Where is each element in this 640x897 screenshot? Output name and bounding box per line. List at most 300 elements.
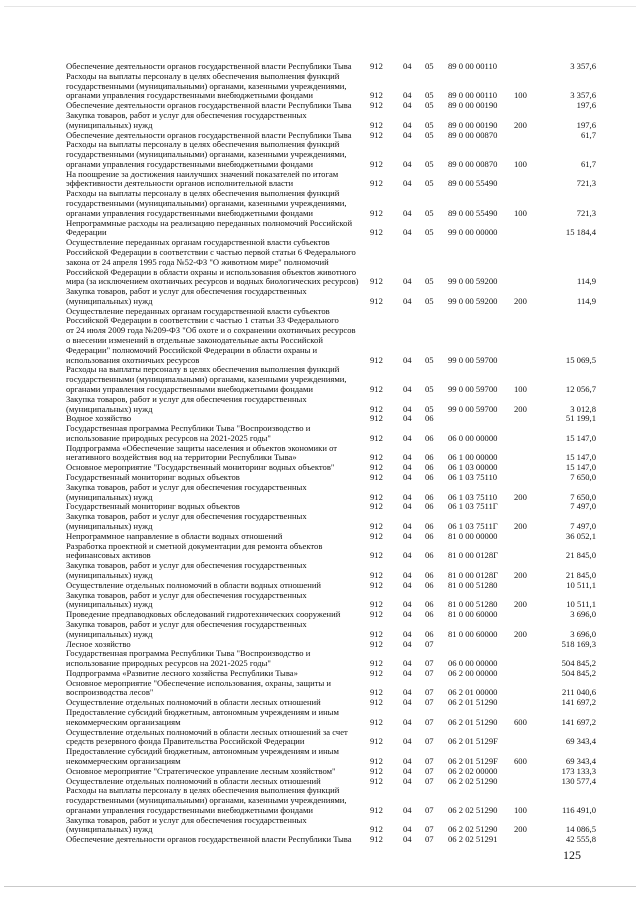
row-name-line: государственными (муниципальными) органами, казенными учреждениями, xyxy=(66,150,347,160)
target-article-code: 89 0 00 55490 xyxy=(448,207,498,218)
target-article-code: 81 0 00 51280 xyxy=(448,599,498,610)
section-code: 04 xyxy=(403,609,412,620)
row-name xyxy=(66,414,360,424)
row-name-line: Обеспечение деятельности органов государственной власти Республики Тыва xyxy=(66,62,352,71)
target-article-code: 06 2 02 51291 xyxy=(448,834,498,845)
expense-type-code: 100 xyxy=(514,804,527,815)
section-code: 04 xyxy=(403,452,412,463)
amount: 173 133,3 xyxy=(561,765,596,776)
ministry-code: 912 xyxy=(370,579,383,590)
row-name xyxy=(66,365,360,394)
row-name-line: Подпрограмма «Обеспечение защиты населения и объектов экономики от xyxy=(66,443,338,453)
section-code: 04 xyxy=(403,658,412,669)
row-name-line: Расходы на выплаты персоналу в целях обеспечения выполнения функций xyxy=(66,71,340,81)
row-name-line: некоммерческим организациям xyxy=(66,756,181,766)
target-article-code: 06 1 03 00000 xyxy=(448,462,498,473)
ministry-code: 912 xyxy=(370,667,383,678)
section-code: 04 xyxy=(403,491,412,502)
top-edge-line xyxy=(4,6,636,7)
row-name xyxy=(66,561,360,581)
subsection-code: 06 xyxy=(425,628,434,639)
target-article-code: 81 0 00 60000 xyxy=(448,628,498,639)
amount: 51 199,1 xyxy=(565,413,596,424)
row-name-line: Федерации" полномочий Российской Федерации в области охраны и xyxy=(66,345,318,355)
row-name-line: использование природных ресурсов на 2021-2025 годы" xyxy=(66,659,271,669)
section-code: 04 xyxy=(403,227,412,238)
amount: 518 169,3 xyxy=(561,638,596,649)
row-name-line: Непрограммное направление в области водных отношений xyxy=(66,531,283,541)
ministry-code: 912 xyxy=(370,472,383,483)
ministry-code: 912 xyxy=(370,129,383,140)
section-code: 04 xyxy=(403,100,412,111)
row-name-line: Осуществление переданных органам государственной власти субъектов xyxy=(66,306,330,316)
row-name-line: Российской Федерации в области охраны и использования объектов животного xyxy=(66,267,357,277)
amount: 721,3 xyxy=(576,207,596,218)
ministry-code: 912 xyxy=(370,119,383,130)
target-article-code: 06 2 02 51290 xyxy=(448,804,498,815)
ministry-code: 912 xyxy=(370,295,383,306)
ministry-code: 912 xyxy=(370,462,383,473)
expense-type-code: 200 xyxy=(514,403,527,414)
section-code: 04 xyxy=(403,354,412,365)
row-name-line: органами управления государственными внебюджетными фондами xyxy=(66,159,314,169)
expense-type-code: 200 xyxy=(514,824,527,835)
row-name-line: государственными (муниципальными) органами, казенными учреждениями, xyxy=(66,198,347,208)
subsection-code: 06 xyxy=(425,520,434,531)
amount: 15 069,5 xyxy=(565,354,596,365)
target-article-code: 99 0 00 59200 xyxy=(448,295,498,306)
row-name-line: Государственная программа Республики Тыва "Воспроизводство и xyxy=(66,649,311,659)
subsection-code: 07 xyxy=(425,687,434,698)
ministry-code: 912 xyxy=(370,569,383,580)
amount: 211 040,6 xyxy=(561,687,596,698)
row-name-line: Осуществление переданных органам государственной власти субъектов xyxy=(66,238,330,248)
amount: 114,9 xyxy=(576,276,596,287)
target-article-code: 81 0 00 60000 xyxy=(448,609,498,620)
row-name-line: Предоставление субсидий бюджетным, автономным учреждениям и иным xyxy=(66,708,339,717)
row-name-line: (муниципальных) нужд xyxy=(66,492,153,502)
amount: 12 056,7 xyxy=(565,383,596,394)
section-code: 04 xyxy=(403,687,412,698)
row-name-line: использование природных ресурсов на 2021-2025 годы" xyxy=(66,433,271,443)
target-article-code: 89 0 00 00110 xyxy=(448,90,498,101)
section-code: 04 xyxy=(403,178,412,189)
amount: 42 555,8 xyxy=(565,834,596,845)
amount: 3 357,6 xyxy=(570,90,596,101)
section-code: 04 xyxy=(403,520,412,531)
subsection-code: 06 xyxy=(425,530,434,541)
row-name xyxy=(66,777,360,787)
subsection-code: 05 xyxy=(425,295,434,306)
subsection-code: 05 xyxy=(425,276,434,287)
target-article-code: 06 2 00 00000 xyxy=(448,667,498,678)
section-code: 04 xyxy=(403,824,412,835)
amount: 3 696,0 xyxy=(570,609,596,620)
amount: 7 497,0 xyxy=(570,520,596,531)
row-name xyxy=(66,424,360,444)
section-code: 04 xyxy=(403,638,412,649)
row-name xyxy=(66,72,360,101)
amount: 15 184,4 xyxy=(565,227,596,238)
section-code: 04 xyxy=(403,775,412,786)
target-article-code: 99 0 00 59700 xyxy=(448,354,498,365)
row-name-line: закона от 24 апреля 1995 года №52-ФЗ "О животном мире" полномочий xyxy=(66,257,329,267)
row-name-line: органами управления государственными внебюджетными фондами xyxy=(66,384,314,394)
target-article-code: 99 0 00 00000 xyxy=(448,227,498,238)
section-code: 04 xyxy=(403,383,412,394)
amount: 36 052,1 xyxy=(565,530,596,541)
ministry-code: 912 xyxy=(370,716,383,727)
page-number: 125 xyxy=(563,848,581,862)
subsection-code: 07 xyxy=(425,804,434,815)
subsection-code: 07 xyxy=(425,834,434,845)
row-name-line: (муниципальных) нужд xyxy=(66,521,153,531)
row-name-line: нефинансовых активов xyxy=(66,551,151,561)
row-name-line: негативного воздействия вод на территории Республики Тыва» xyxy=(66,453,297,463)
target-article-code: 99 0 00 59200 xyxy=(448,276,498,287)
row-name-line: Государственный мониторинг водных объектов xyxy=(66,473,240,483)
amount: 10 511,1 xyxy=(566,599,596,610)
row-name xyxy=(66,542,360,562)
expense-type-code: 100 xyxy=(514,383,527,394)
target-article-code: 89 0 00 00190 xyxy=(448,119,498,130)
expense-type-code: 100 xyxy=(514,158,527,169)
row-name-line: Федерации xyxy=(66,228,107,238)
section-code: 04 xyxy=(403,432,412,443)
subsection-code: 06 xyxy=(425,609,434,620)
row-name-line: Непрограммные расходы на реализацию переданных полномочий Российской xyxy=(66,218,353,228)
row-name xyxy=(66,669,360,679)
amount: 3 012,8 xyxy=(570,403,596,414)
target-article-code: 89 0 00 00110 xyxy=(448,61,498,71)
section-code: 04 xyxy=(403,90,412,101)
target-article-code: 89 0 00 00190 xyxy=(448,100,498,111)
row-name xyxy=(66,610,360,620)
row-name xyxy=(66,287,360,307)
subsection-code: 07 xyxy=(425,658,434,669)
amount: 10 511,1 xyxy=(566,579,596,590)
ministry-code: 912 xyxy=(370,452,383,463)
row-name xyxy=(66,649,360,669)
row-name xyxy=(66,786,360,815)
subsection-code: 07 xyxy=(425,765,434,776)
section-code: 04 xyxy=(403,403,412,414)
section-code: 04 xyxy=(403,579,412,590)
amount: 7 650,0 xyxy=(570,491,596,502)
ministry-code: 912 xyxy=(370,432,383,443)
row-name xyxy=(66,502,360,512)
subsection-code: 05 xyxy=(425,403,434,414)
ministry-code: 912 xyxy=(370,276,383,287)
row-name-line: Расходы на выплаты персоналу в целях обеспечения выполнения функций xyxy=(66,365,340,375)
target-article-code: 06 1 03 7511Г xyxy=(448,520,498,531)
section-code: 04 xyxy=(403,129,412,140)
section-code: 04 xyxy=(403,716,412,727)
row-name-line: (муниципальных) нужд xyxy=(66,296,153,306)
row-name-line: Осуществление отдельных полномочий в области водных отношений xyxy=(66,580,322,590)
subsection-code: 06 xyxy=(425,599,434,610)
subsection-code: 07 xyxy=(425,736,434,747)
row-name xyxy=(66,679,360,699)
subsection-code: 05 xyxy=(425,90,434,101)
row-name-line: некоммерческим организациям xyxy=(66,717,181,727)
row-name-line: Российской Федерации в соответствии с частью первой статьи 6 Федерального xyxy=(66,247,356,257)
row-name xyxy=(66,62,360,72)
ministry-code: 912 xyxy=(370,775,383,786)
target-article-code: 81 0 00 00000 xyxy=(448,530,498,541)
section-code: 04 xyxy=(403,501,412,512)
row-name-line: Закупка товаров, работ и услуг для обеспечения государственных xyxy=(66,619,307,629)
subsection-code: 07 xyxy=(425,775,434,786)
row-name xyxy=(66,189,360,218)
subsection-code: 06 xyxy=(425,413,434,424)
subsection-code: 05 xyxy=(425,207,434,218)
row-name xyxy=(66,307,360,366)
row-name-line: Закупка товаров, работ и услуг для обеспечения государственных xyxy=(66,815,307,825)
subsection-code: 06 xyxy=(425,501,434,512)
row-name-line: воспроизводства лесов" xyxy=(66,688,154,698)
row-name xyxy=(66,219,360,239)
target-article-code: 99 0 00 59700 xyxy=(448,403,498,414)
section-code: 04 xyxy=(403,472,412,483)
row-name xyxy=(66,463,360,473)
row-name-line: средств резервного фонда Правительства Российской Федерации xyxy=(66,737,305,747)
target-article-code: 06 1 03 75110 xyxy=(448,491,498,502)
ministry-code: 912 xyxy=(370,61,383,71)
ministry-code: 912 xyxy=(370,736,383,747)
subsection-code: 07 xyxy=(425,755,434,766)
ministry-code: 912 xyxy=(370,530,383,541)
target-article-code: 06 2 02 00000 xyxy=(448,765,498,776)
row-name-line: использования охотничьих ресурсов xyxy=(66,355,200,365)
row-name-line: Осуществление отдельных полномочий в области лесных отношений за счет xyxy=(66,727,348,737)
ministry-code: 912 xyxy=(370,491,383,502)
expense-type-code: 200 xyxy=(514,520,527,531)
ministry-code: 912 xyxy=(370,658,383,669)
ministry-code: 912 xyxy=(370,207,383,218)
target-article-code: 06 2 01 51290 xyxy=(448,697,498,708)
amount: 15 147,0 xyxy=(565,452,596,463)
footer-line xyxy=(4,886,636,887)
amount: 197,6 xyxy=(576,119,596,130)
row-name-line: Обеспечение деятельности органов государственной власти Республики Тыва xyxy=(66,130,352,140)
row-name-line: Лесное хозяйство xyxy=(66,639,131,649)
section-code: 04 xyxy=(403,569,412,580)
row-name-line: Осуществление отдельных полномочий в области лесных отношений xyxy=(66,776,321,786)
amount: 15 147,0 xyxy=(565,432,596,443)
target-article-code: 06 1 03 7511Г xyxy=(448,501,498,512)
section-code: 04 xyxy=(403,413,412,424)
amount: 3 357,6 xyxy=(570,61,596,71)
subsection-code: 05 xyxy=(425,61,434,71)
target-article-code: 06 0 00 00000 xyxy=(448,432,498,443)
row-name xyxy=(66,581,360,591)
subsection-code: 07 xyxy=(425,697,434,708)
target-article-code: 81 0 00 0128Г xyxy=(448,569,499,580)
target-article-code: 06 0 00 00000 xyxy=(448,658,498,669)
ministry-code: 912 xyxy=(370,687,383,698)
row-name-line: (муниципальных) нужд xyxy=(66,825,153,835)
row-name xyxy=(66,816,360,836)
target-article-code: 06 2 01 5129F xyxy=(448,736,498,747)
section-code: 04 xyxy=(403,462,412,473)
row-name xyxy=(66,728,360,748)
row-name-line: На поощрение за достижения наилучших значений показателей по итогам xyxy=(66,169,339,179)
row-name xyxy=(66,835,360,845)
expense-type-code: 200 xyxy=(514,295,527,306)
row-name-line: Российской Федерации в соответствии с частью 1 статьи 33 Федерального xyxy=(66,316,339,326)
section-code: 04 xyxy=(403,207,412,218)
row-name-line: о внесении изменений в отдельные законодательные акты Российской xyxy=(66,336,323,346)
amount: 141 697,2 xyxy=(561,697,596,708)
row-name-line: Основное мероприятие "Стратегическое управление лесным хозяйством" xyxy=(66,766,336,776)
section-code: 04 xyxy=(403,276,412,287)
target-article-code: 06 2 01 00000 xyxy=(448,687,498,698)
ministry-code: 912 xyxy=(370,413,383,424)
expense-type-code: 600 xyxy=(514,755,527,766)
subsection-code: 05 xyxy=(425,354,434,365)
ministry-code: 912 xyxy=(370,824,383,835)
section-code: 04 xyxy=(403,667,412,678)
row-name xyxy=(66,101,360,111)
target-article-code: 89 0 00 55490 xyxy=(448,178,498,189)
row-name xyxy=(66,395,360,415)
row-name xyxy=(66,532,360,542)
amount: 114,9 xyxy=(576,295,596,306)
row-name-line: мира (за исключением охотничьих ресурсов и водных биологических ресурсов) xyxy=(66,277,359,287)
amount: 197,6 xyxy=(576,100,596,111)
row-name xyxy=(66,591,360,611)
row-name xyxy=(66,512,360,532)
row-name xyxy=(66,620,360,640)
section-code: 04 xyxy=(403,765,412,776)
row-name xyxy=(66,131,360,141)
ministry-code: 912 xyxy=(370,90,383,101)
amount: 7 497,0 xyxy=(570,501,596,512)
amount: 15 147,0 xyxy=(565,462,596,473)
subsection-code: 06 xyxy=(425,569,434,580)
row-name xyxy=(66,140,360,169)
row-name xyxy=(66,708,360,728)
ministry-code: 912 xyxy=(370,755,383,766)
amount: 130 577,4 xyxy=(561,775,596,786)
row-name-line: Закупка товаров, работ и услуг для обеспечения государственных xyxy=(66,482,307,492)
subsection-code: 05 xyxy=(425,129,434,140)
ministry-code: 912 xyxy=(370,599,383,610)
row-name-line: Расходы на выплаты персоналу в целях обеспечения выполнения функций xyxy=(66,140,340,150)
ministry-code: 912 xyxy=(370,403,383,414)
subsection-code: 05 xyxy=(425,100,434,111)
expense-type-code: 100 xyxy=(514,90,527,101)
amount: 116 491,0 xyxy=(561,804,596,815)
subsection-code: 05 xyxy=(425,227,434,238)
target-article-code: 06 1 03 75110 xyxy=(448,472,498,483)
ministry-code: 912 xyxy=(370,638,383,649)
row-name-line: Осуществление отдельных полномочий в области лесных отношений xyxy=(66,698,321,708)
target-article-code: 06 2 02 51290 xyxy=(448,824,498,835)
expense-type-code: 600 xyxy=(514,716,527,727)
ministry-code: 912 xyxy=(370,158,383,169)
row-name-line: Закупка товаров, работ и услуг для обеспечения государственных xyxy=(66,110,307,120)
section-code: 04 xyxy=(403,736,412,747)
subsection-code: 07 xyxy=(425,824,434,835)
subsection-code: 05 xyxy=(425,178,434,189)
section-code: 04 xyxy=(403,295,412,306)
subsection-code: 06 xyxy=(425,432,434,443)
row-name-line: Государственный мониторинг водных объектов xyxy=(66,502,240,512)
expense-type-code: 200 xyxy=(514,599,527,610)
row-name-line: (муниципальных) нужд xyxy=(66,600,153,610)
row-name-line: государственными (муниципальными) органами, казенными учреждениями, xyxy=(66,796,347,806)
section-code: 04 xyxy=(403,599,412,610)
ministry-code: 912 xyxy=(370,178,383,189)
target-article-code: 06 2 02 51290 xyxy=(448,775,498,786)
section-code: 04 xyxy=(403,755,412,766)
row-name-line: Закупка товаров, работ и услуг для обеспечения государственных xyxy=(66,590,307,600)
ministry-code: 912 xyxy=(370,383,383,394)
row-name-line: Разработка проектной и сметной документации для ремонта объектов xyxy=(66,541,323,551)
section-code: 04 xyxy=(403,530,412,541)
section-code: 04 xyxy=(403,804,412,815)
row-name-line: Закупка товаров, работ и услуг для обеспечения государственных xyxy=(66,287,307,297)
row-name xyxy=(66,698,360,708)
section-code: 04 xyxy=(403,834,412,845)
row-name-line: (муниципальных) нужд xyxy=(66,120,153,130)
ministry-code: 912 xyxy=(370,100,383,111)
row-name xyxy=(66,473,360,483)
row-name-line: (муниципальных) нужд xyxy=(66,629,153,639)
row-name-line: эффективности деятельности органов исполнительной власти xyxy=(66,179,294,189)
amount: 3 696,0 xyxy=(570,628,596,639)
row-name-line: Основное мероприятие "Обеспечение использования, охраны, защиты и xyxy=(66,678,331,688)
row-name xyxy=(66,170,360,190)
row-name-line: (муниципальных) нужд xyxy=(66,570,153,580)
row-name-line: Основное мероприятие "Государственный мониторинг водных объектов" xyxy=(66,463,335,473)
ministry-code: 912 xyxy=(370,354,383,365)
target-article-code: 06 1 00 00000 xyxy=(448,452,498,463)
row-name-line: Расходы на выплаты персоналу в целях обеспечения выполнения функций xyxy=(66,189,340,199)
row-name-line: Государственная программа Республики Тыва "Воспроизводство и xyxy=(66,424,311,434)
subsection-code: 07 xyxy=(425,667,434,678)
target-article-code: 81 0 00 51280 xyxy=(448,579,498,590)
row-name-line: Закупка товаров, работ и услуг для обеспечения государственных xyxy=(66,512,307,522)
amount: 69 343,4 xyxy=(565,736,596,747)
ministry-code: 912 xyxy=(370,550,383,561)
amount: 141 697,2 xyxy=(561,716,596,727)
row-name-line: государственными (муниципальными) органами, казенными учреждениями, xyxy=(66,81,347,91)
ministry-code: 912 xyxy=(370,227,383,238)
target-article-code: 06 2 01 51290 xyxy=(448,716,498,727)
subsection-code: 07 xyxy=(425,716,434,727)
expense-type-code: 200 xyxy=(514,569,527,580)
expense-type-code: 200 xyxy=(514,491,527,502)
subsection-code: 06 xyxy=(425,472,434,483)
subsection-code: 06 xyxy=(425,462,434,473)
subsection-code: 05 xyxy=(425,158,434,169)
subsection-code: 05 xyxy=(425,383,434,394)
row-name xyxy=(66,111,360,131)
row-name-line: органами управления государственными внебюджетными фондами xyxy=(66,91,314,101)
section-code: 04 xyxy=(403,119,412,130)
section-code: 04 xyxy=(403,697,412,708)
ministry-code: 912 xyxy=(370,520,383,531)
amount: 61,7 xyxy=(580,158,596,169)
section-code: 04 xyxy=(403,61,412,71)
amount: 61,7 xyxy=(580,129,596,140)
section-code: 04 xyxy=(403,628,412,639)
section-code: 04 xyxy=(403,158,412,169)
ministry-code: 912 xyxy=(370,501,383,512)
